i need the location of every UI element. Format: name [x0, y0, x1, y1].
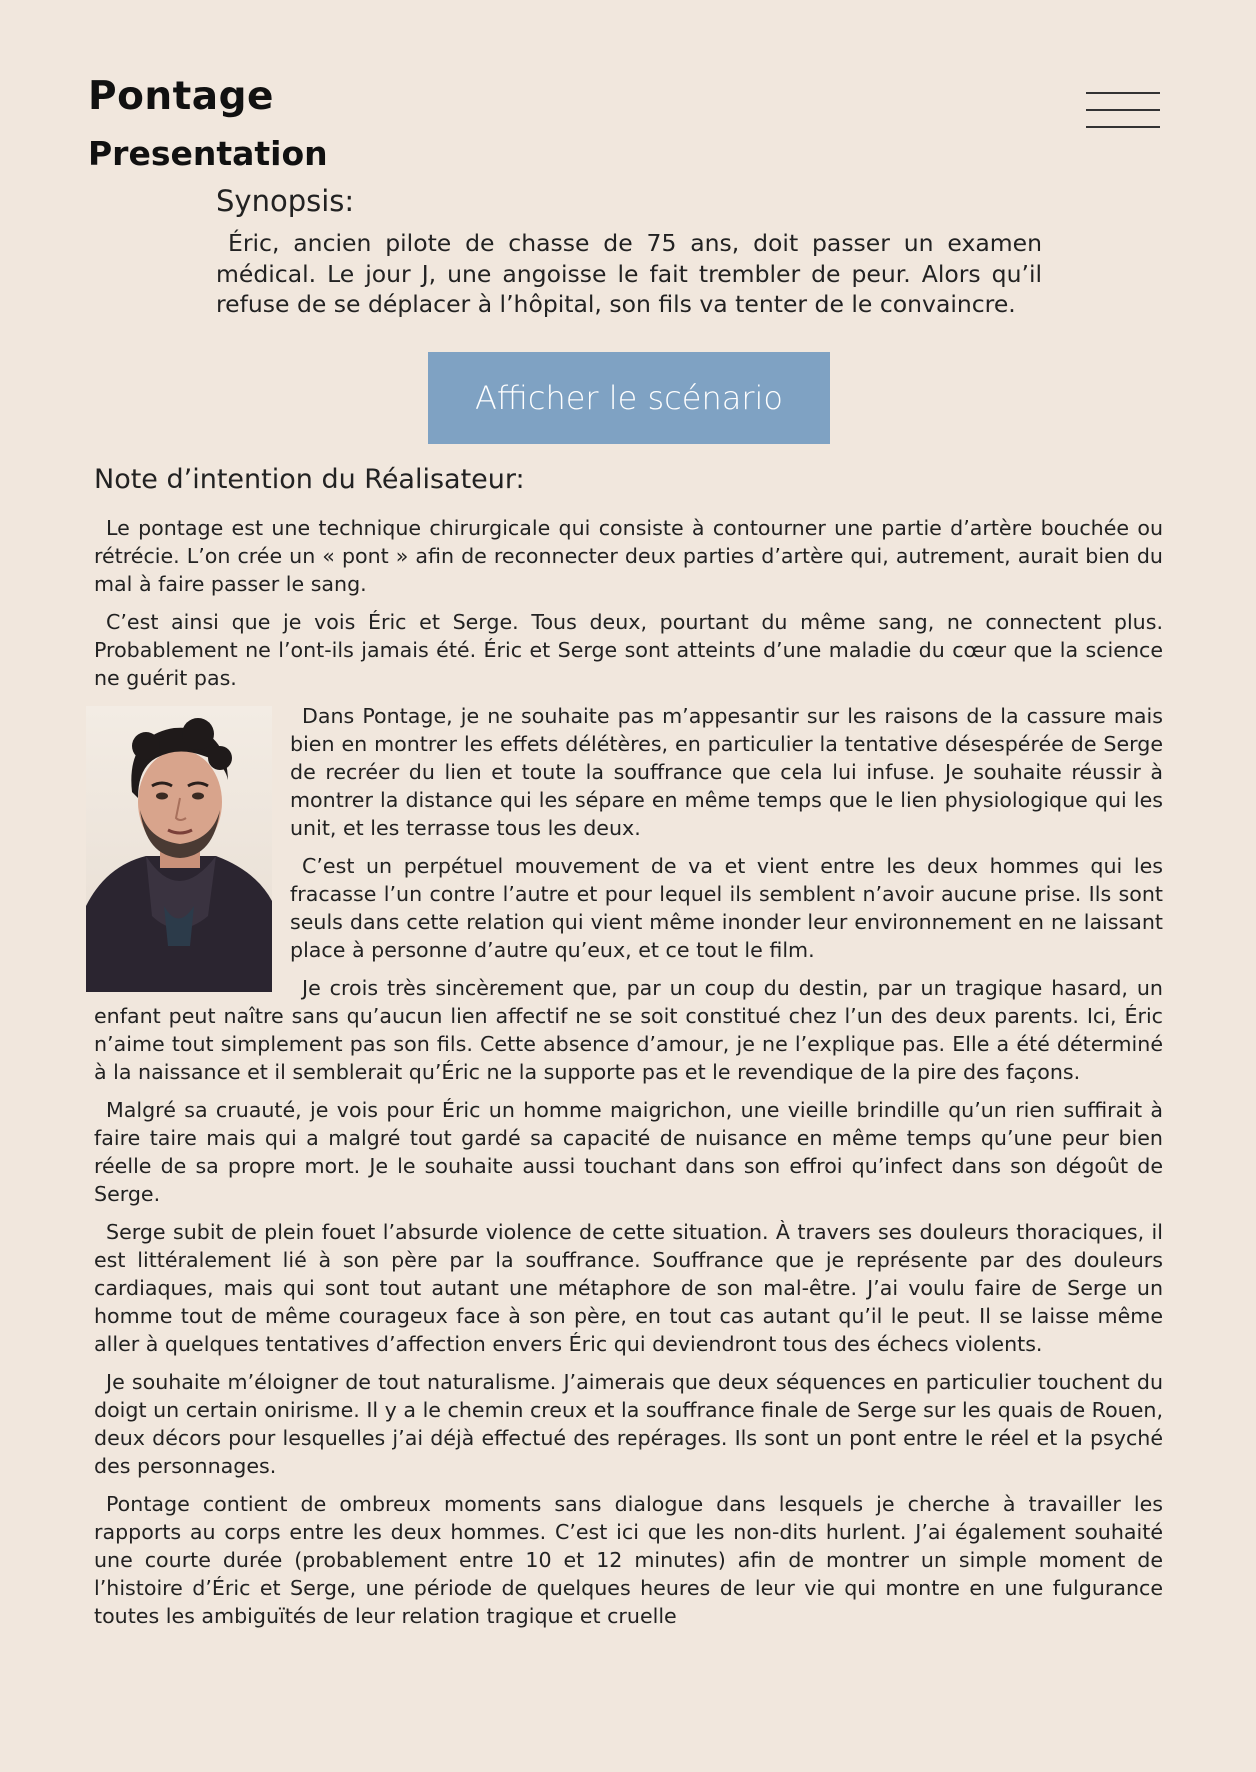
- director-note-body: [94, 514, 1163, 1640]
- note-paragraph: C’est un perpétuel mouvement de va et vient entre les deux hommes qui les fracasse l’un contre l’autre et pour lequel ils semblent n’avoir aucune prise. Ils sont seuls dans cette relation qui vient même inonder leur environnement en ne laissant place à personne d’autre qu’eux, et ce tout le film.: [290, 854, 1163, 962]
- note-paragraph: Dans Pontage, je ne souhaite pas m’appesantir sur les raisons de la cassure mais bien en montrer les effets délétères, en particulier la tentative désespérée de Serge de recréer du lien et toute la souffrance que cela lui infuse. Je souhaite réussir à montrer la distance qui les sépare en même temps que le lien physiologique qui les unit, et les terrasse tous les deux.: [290, 704, 1163, 840]
- director-portrait: [86, 706, 272, 992]
- director-note-heading: Note d’intention du Réalisateur:: [94, 464, 525, 495]
- note-paragraph: Le pontage est une technique chirurgicale qui consiste à contourner une partie d’artère bouchée ou rétrécie. L’on crée un « pont » afin de reconnecter deux parties d’artère qui, autrement, aurait bien du mal à faire passer le sang.: [94, 516, 1163, 596]
- note-paragraph: Malgré sa cruauté, je vois pour Éric un homme maigrichon, une vieille brindille qu’un rien suffirait à faire taire mais qui a malgré tout gardé sa capacité de nuisance en même temps qu’une peur bien réelle de sa propre mort. Je le souhaite aussi touchant dans son effroi qu’infect dans son dégoût de Serge.: [94, 1098, 1163, 1206]
- note-paragraph: Je souhaite m’éloigner de tout naturalisme. J’aimerais que deux séquences en particulier touchent du doigt un certain onirisme. Il y a le chemin creux et la souffrance finale de Serge sur les quais de Rouen, deux décors pour lesquelles j’ai déjà effectué des repérages. Ils sont un pont entre le réel et la psyché des personnages.: [94, 1370, 1163, 1478]
- synopsis-heading: Synopsis:: [216, 184, 355, 218]
- note-paragraph: Serge subit de plein fouet l’absurde violence de cette situation. À travers ses douleurs thoraciques, il est littéralement lié à son père par la souffrance. Souffrance que je représente par des douleurs cardiaques, mais qui sont tout autant une métaphore de son mal-être. J’ai voulu faire de Serge un homme tout de même courageux face à son père, en tout cas autant qu’il le peut. Il se laisse même aller à quelques tentatives d’affection envers Éric qui deviendront tous des échecs violents.: [94, 1220, 1163, 1356]
- show-script-button[interactable]: Afficher le scénario: [428, 352, 830, 444]
- note-paragraph: Je crois très sincèrement que, par un coup du destin, par un tragique hasard, un enfant peut naître sans qu’aucun lien affectif ne se soit constitué chez l’un des deux parents. Ici, Éric n’aime tout simplement pas son fils. Cette absence d’amour, je ne l’explique pas. Elle a été déterminé à la naissance et il semblerait qu’Éric ne la supporte pas et le revendique de la pire des façons.: [94, 976, 1163, 1084]
- note-paragraph: C’est ainsi que je vois Éric et Serge. Tous deux, pourtant du même sang, ne connectent plus. Probablement ne l’ont-ils jamais été. Éric et Serge sont atteints d’une maladie du cœur que la science ne guérit pas.: [94, 610, 1163, 690]
- site-title[interactable]: Pontage: [88, 74, 274, 119]
- synopsis-text: Éric, ancien pilote de chasse de 75 ans, doit passer un examen médical. Le jour J, une angoisse le fait trembler de peur. Alors qu’il refuse de se déplacer à l’hôpital, son fils va tenter de le convaincre.: [216, 229, 1042, 318]
- page-title: Presentation: [88, 134, 328, 173]
- director-portrait-image: [86, 706, 272, 992]
- note-paragraph: Pontage contient de ombreux moments sans dialogue dans lesquels je cherche à travailler les rapports au corps entre les deux hommes. C’est ici que les non-dits hurlent. J’ai également souhaité une courte durée (probablement entre 10 et 12 minutes) afin de montrer un simple moment de l’histoire d’Éric et Serge, une période de quelques heures de leur vie qui montre en une fulgurance toutes les ambiguïtés de leur relation tragique et cruelle: [94, 1492, 1163, 1628]
- hamburger-menu-icon[interactable]: [1086, 92, 1160, 128]
